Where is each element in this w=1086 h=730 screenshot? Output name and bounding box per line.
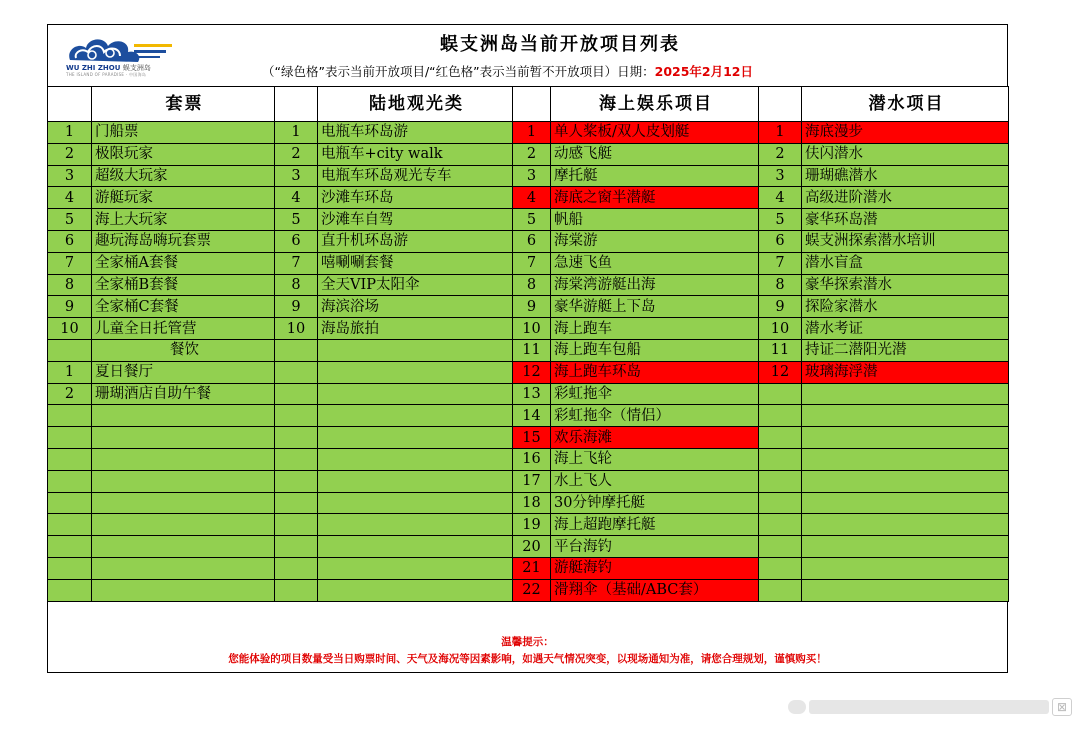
diving-number: 9 bbox=[759, 296, 802, 318]
table-row bbox=[48, 165, 1009, 187]
package-number: 6 bbox=[48, 230, 92, 252]
diving-number: 3 bbox=[759, 165, 802, 187]
land-tour-number: 7 bbox=[275, 252, 318, 274]
land-tour-number bbox=[275, 536, 318, 558]
sea-activity-name: 豪华游艇上下岛 bbox=[551, 296, 759, 318]
sea-activity-number: 8 bbox=[513, 274, 551, 296]
page-title: 蜈支洲岛当前开放项目列表 bbox=[440, 34, 680, 55]
watermark-logo-icon bbox=[788, 700, 806, 714]
table-header-row bbox=[48, 87, 1009, 122]
reminder-footer bbox=[48, 628, 1007, 672]
sea-activity-name: 平台海钓 bbox=[551, 536, 759, 558]
diving-name bbox=[802, 470, 1009, 492]
package-name bbox=[92, 579, 275, 601]
package-number bbox=[48, 536, 92, 558]
package-name: 极限玩家 bbox=[92, 143, 275, 165]
sea-activity-number: 9 bbox=[513, 296, 551, 318]
column-header-land-tours: 陆地观光类 bbox=[318, 87, 513, 122]
land-tour-number: 5 bbox=[275, 209, 318, 231]
sea-activity-name: 单人桨板/双人皮划艇 bbox=[551, 122, 759, 144]
sea-activity-name: 海上跑车 bbox=[551, 318, 759, 340]
package-number: 3 bbox=[48, 165, 92, 187]
diving-name: 探险家潜水 bbox=[802, 296, 1009, 318]
diving-number bbox=[759, 405, 802, 427]
logo-brand-en: WU ZHI ZHOU bbox=[66, 64, 121, 72]
diving-number: 1 bbox=[759, 122, 802, 144]
land-tour-number: 10 bbox=[275, 318, 318, 340]
logo-brand-cn: 蜈支洲岛 bbox=[122, 64, 151, 72]
watermark bbox=[788, 695, 1072, 719]
package-name: 夏日餐厅 bbox=[92, 361, 275, 383]
legend-note bbox=[262, 62, 962, 80]
land-tour-number: 2 bbox=[275, 143, 318, 165]
table-row bbox=[48, 252, 1009, 274]
sea-activity-number: 15 bbox=[513, 427, 551, 449]
land-tour-name bbox=[318, 470, 513, 492]
diving-name bbox=[802, 536, 1009, 558]
land-tour-name: 电瓶车+city walk bbox=[318, 143, 513, 165]
package-number bbox=[48, 427, 92, 449]
table-row bbox=[48, 122, 1009, 144]
sea-activity-number: 21 bbox=[513, 557, 551, 579]
diving-number: 11 bbox=[759, 339, 802, 361]
package-number bbox=[48, 339, 92, 361]
sea-activity-number: 6 bbox=[513, 230, 551, 252]
diving-number: 4 bbox=[759, 187, 802, 209]
diving-number: 10 bbox=[759, 318, 802, 340]
package-name bbox=[92, 492, 275, 514]
diving-name bbox=[802, 383, 1009, 405]
package-number: 1 bbox=[48, 361, 92, 383]
sea-activity-name: 水上飞人 bbox=[551, 470, 759, 492]
land-tour-number bbox=[275, 557, 318, 579]
sea-activity-number: 13 bbox=[513, 383, 551, 405]
diving-number bbox=[759, 579, 802, 601]
diving-name: 伕闪潜水 bbox=[802, 143, 1009, 165]
land-tour-name: 沙滩车环岛 bbox=[318, 187, 513, 209]
package-name bbox=[92, 448, 275, 470]
sea-activity-name: 海上超跑摩托艇 bbox=[551, 514, 759, 536]
table-row bbox=[48, 579, 1009, 601]
sea-activity-name: 海上跑车包船 bbox=[551, 339, 759, 361]
land-tour-name: 海岛旅拍 bbox=[318, 318, 513, 340]
land-tour-name bbox=[318, 405, 513, 427]
diving-name bbox=[802, 448, 1009, 470]
package-number: 10 bbox=[48, 318, 92, 340]
sea-activity-number: 17 bbox=[513, 470, 551, 492]
land-tour-name bbox=[318, 427, 513, 449]
sea-activity-name: 摩托艇 bbox=[551, 165, 759, 187]
sea-activity-name: 滑翔伞（基础/ABC套） bbox=[551, 579, 759, 601]
watermark-mark-icon: ⊠ bbox=[1052, 698, 1072, 716]
table-row bbox=[48, 318, 1009, 340]
land-tour-number bbox=[275, 470, 318, 492]
table-row bbox=[48, 536, 1009, 558]
diving-number bbox=[759, 383, 802, 405]
sea-activity-number: 4 bbox=[513, 187, 551, 209]
land-tour-number: 3 bbox=[275, 165, 318, 187]
diving-name bbox=[802, 579, 1009, 601]
diving-name: 蜈支洲探索潜水培训 bbox=[802, 230, 1009, 252]
land-tour-number: 4 bbox=[275, 187, 318, 209]
sea-activity-name: 海上飞轮 bbox=[551, 448, 759, 470]
land-tour-name bbox=[318, 448, 513, 470]
sea-activity-name: 彩虹拖伞 bbox=[551, 383, 759, 405]
package-name: 门船票 bbox=[92, 122, 275, 144]
sea-activity-number: 7 bbox=[513, 252, 551, 274]
sea-activity-name: 帆船 bbox=[551, 209, 759, 231]
package-number: 9 bbox=[48, 296, 92, 318]
diving-number bbox=[759, 557, 802, 579]
reminder-heading: 温馨提示： bbox=[501, 636, 554, 648]
package-number bbox=[48, 448, 92, 470]
diving-number: 6 bbox=[759, 230, 802, 252]
diving-number: 8 bbox=[759, 274, 802, 296]
diving-number: 2 bbox=[759, 143, 802, 165]
diving-name bbox=[802, 557, 1009, 579]
sea-activity-number: 2 bbox=[513, 143, 551, 165]
diving-name: 豪华环岛潜 bbox=[802, 209, 1009, 231]
column-header-packages: 套票 bbox=[92, 87, 275, 122]
package-name bbox=[92, 536, 275, 558]
sea-activity-name: 30分钟摩托艇 bbox=[551, 492, 759, 514]
table-row bbox=[48, 405, 1009, 427]
package-number bbox=[48, 492, 92, 514]
land-tour-number: 9 bbox=[275, 296, 318, 318]
package-name: 海上大玩家 bbox=[92, 209, 275, 231]
land-tour-name: 沙滩车自驾 bbox=[318, 209, 513, 231]
diving-name bbox=[802, 427, 1009, 449]
land-tour-number bbox=[275, 383, 318, 405]
package-number: 5 bbox=[48, 209, 92, 231]
package-number: 8 bbox=[48, 274, 92, 296]
package-name: 全家桶B套餐 bbox=[92, 274, 275, 296]
land-tour-number: 8 bbox=[275, 274, 318, 296]
package-name bbox=[92, 514, 275, 536]
diving-number: 7 bbox=[759, 252, 802, 274]
land-tour-number bbox=[275, 427, 318, 449]
sea-activity-number: 12 bbox=[513, 361, 551, 383]
legend-text: （“绿色格”表示当前开放项目/“红色格”表示当前暂不开放项目）日期： bbox=[262, 64, 655, 79]
watermark-bar bbox=[809, 700, 1049, 714]
sea-activity-name: 海底之窗半潜艇 bbox=[551, 187, 759, 209]
diving-number: 12 bbox=[759, 361, 802, 383]
package-name bbox=[92, 427, 275, 449]
diving-name: 持证二潜阳光潜 bbox=[802, 339, 1009, 361]
diving-name: 高级进阶潜水 bbox=[802, 187, 1009, 209]
package-name: 全家桶C套餐 bbox=[92, 296, 275, 318]
table-row bbox=[48, 274, 1009, 296]
package-number bbox=[48, 557, 92, 579]
land-tour-name: 直升机环岛游 bbox=[318, 230, 513, 252]
land-tour-name: 电瓶车环岛观光专车 bbox=[318, 165, 513, 187]
package-name: 全家桶A套餐 bbox=[92, 252, 275, 274]
sea-activity-number: 1 bbox=[513, 122, 551, 144]
diving-name: 潜水盲盒 bbox=[802, 252, 1009, 274]
diving-name bbox=[802, 492, 1009, 514]
package-name bbox=[92, 557, 275, 579]
package-number bbox=[48, 470, 92, 492]
land-tour-name bbox=[318, 339, 513, 361]
package-number: 2 bbox=[48, 383, 92, 405]
land-tour-name: 电瓶车环岛游 bbox=[318, 122, 513, 144]
package-number: 4 bbox=[48, 187, 92, 209]
table-row bbox=[48, 187, 1009, 209]
package-name: 超级大玩家 bbox=[92, 165, 275, 187]
sea-activity-name: 彩虹拖伞（情侣） bbox=[551, 405, 759, 427]
land-tour-number: 6 bbox=[275, 230, 318, 252]
land-tour-name: 全天VIP太阳伞 bbox=[318, 274, 513, 296]
package-number: 1 bbox=[48, 122, 92, 144]
package-number bbox=[48, 405, 92, 427]
land-tour-number bbox=[275, 579, 318, 601]
sea-activity-number: 3 bbox=[513, 165, 551, 187]
package-name bbox=[92, 470, 275, 492]
sea-activity-number: 14 bbox=[513, 405, 551, 427]
table-row bbox=[48, 448, 1009, 470]
package-name: 趣玩海岛嗨玩套票 bbox=[92, 230, 275, 252]
land-tour-number bbox=[275, 405, 318, 427]
diving-name: 潜水考证 bbox=[802, 318, 1009, 340]
diving-name: 海底漫步 bbox=[802, 122, 1009, 144]
sea-activity-name: 海上跑车环岛 bbox=[551, 361, 759, 383]
sea-activity-name: 欢乐海滩 bbox=[551, 427, 759, 449]
table-row bbox=[48, 427, 1009, 449]
sea-activity-name: 游艇海钓 bbox=[551, 557, 759, 579]
project-table bbox=[47, 86, 1009, 602]
sea-activity-number: 11 bbox=[513, 339, 551, 361]
sea-activity-number: 18 bbox=[513, 492, 551, 514]
table-row bbox=[48, 209, 1009, 231]
diving-number bbox=[759, 492, 802, 514]
land-tour-number bbox=[275, 339, 318, 361]
land-tour-number bbox=[275, 448, 318, 470]
diving-number bbox=[759, 514, 802, 536]
land-tour-name: 海滨浴场 bbox=[318, 296, 513, 318]
land-tour-name bbox=[318, 383, 513, 405]
table-row bbox=[48, 514, 1009, 536]
table-row bbox=[48, 339, 1009, 361]
list-date: 2025年2月12日 bbox=[654, 64, 754, 79]
sea-activity-number: 10 bbox=[513, 318, 551, 340]
land-tour-name bbox=[318, 514, 513, 536]
table-row bbox=[48, 383, 1009, 405]
sea-activity-number: 19 bbox=[513, 514, 551, 536]
sea-activity-number: 16 bbox=[513, 448, 551, 470]
column-header-diving: 潜水项目 bbox=[802, 87, 1009, 122]
package-number: 7 bbox=[48, 252, 92, 274]
diving-number bbox=[759, 536, 802, 558]
sea-activity-number: 5 bbox=[513, 209, 551, 231]
diving-number bbox=[759, 448, 802, 470]
land-tour-number bbox=[275, 361, 318, 383]
diving-name: 豪华探索潜水 bbox=[802, 274, 1009, 296]
table-row bbox=[48, 230, 1009, 252]
package-number bbox=[48, 514, 92, 536]
land-tour-name bbox=[318, 557, 513, 579]
sea-activity-name: 急速飞鱼 bbox=[551, 252, 759, 274]
package-name: 游艇玩家 bbox=[92, 187, 275, 209]
package-name bbox=[92, 405, 275, 427]
land-tour-number bbox=[275, 492, 318, 514]
sea-activity-name: 动感飞艇 bbox=[551, 143, 759, 165]
table-row bbox=[48, 492, 1009, 514]
land-tour-name bbox=[318, 492, 513, 514]
land-tour-number bbox=[275, 514, 318, 536]
diving-name: 珊瑚礁潜水 bbox=[802, 165, 1009, 187]
diving-name bbox=[802, 405, 1009, 427]
package-number: 2 bbox=[48, 143, 92, 165]
sea-activity-name: 海棠湾游艇出海 bbox=[551, 274, 759, 296]
diving-number bbox=[759, 470, 802, 492]
table-row bbox=[48, 296, 1009, 318]
package-name: 餐饮 bbox=[92, 339, 275, 361]
diving-name: 玻璃海浮潜 bbox=[802, 361, 1009, 383]
land-tour-name bbox=[318, 361, 513, 383]
package-name: 珊瑚酒店自助午餐 bbox=[92, 383, 275, 405]
package-name: 儿童全日托管营 bbox=[92, 318, 275, 340]
diving-number: 5 bbox=[759, 209, 802, 231]
table-row bbox=[48, 470, 1009, 492]
table-row bbox=[48, 557, 1009, 579]
package-number bbox=[48, 579, 92, 601]
land-tour-number: 1 bbox=[275, 122, 318, 144]
reminder-text: 您能体验的项目数量受当日购票时间、天气及海况等因素影响，如遇天气情况突变，以现场通知为准，请您合理规划，谨慎购买！ bbox=[228, 653, 827, 665]
sea-activity-number: 22 bbox=[513, 579, 551, 601]
logo-tagline: THE ISLAND OF PARADISE · 中国海岛 bbox=[66, 72, 147, 77]
land-tour-name bbox=[318, 536, 513, 558]
sea-activity-number: 20 bbox=[513, 536, 551, 558]
diving-number bbox=[759, 427, 802, 449]
sea-activity-name: 海棠游 bbox=[551, 230, 759, 252]
column-header-sea-activities: 海上娱乐项目 bbox=[551, 87, 759, 122]
table-row bbox=[48, 361, 1009, 383]
diving-name bbox=[802, 514, 1009, 536]
land-tour-name bbox=[318, 579, 513, 601]
land-tour-name: 嘻唰唰套餐 bbox=[318, 252, 513, 274]
table-row bbox=[48, 143, 1009, 165]
